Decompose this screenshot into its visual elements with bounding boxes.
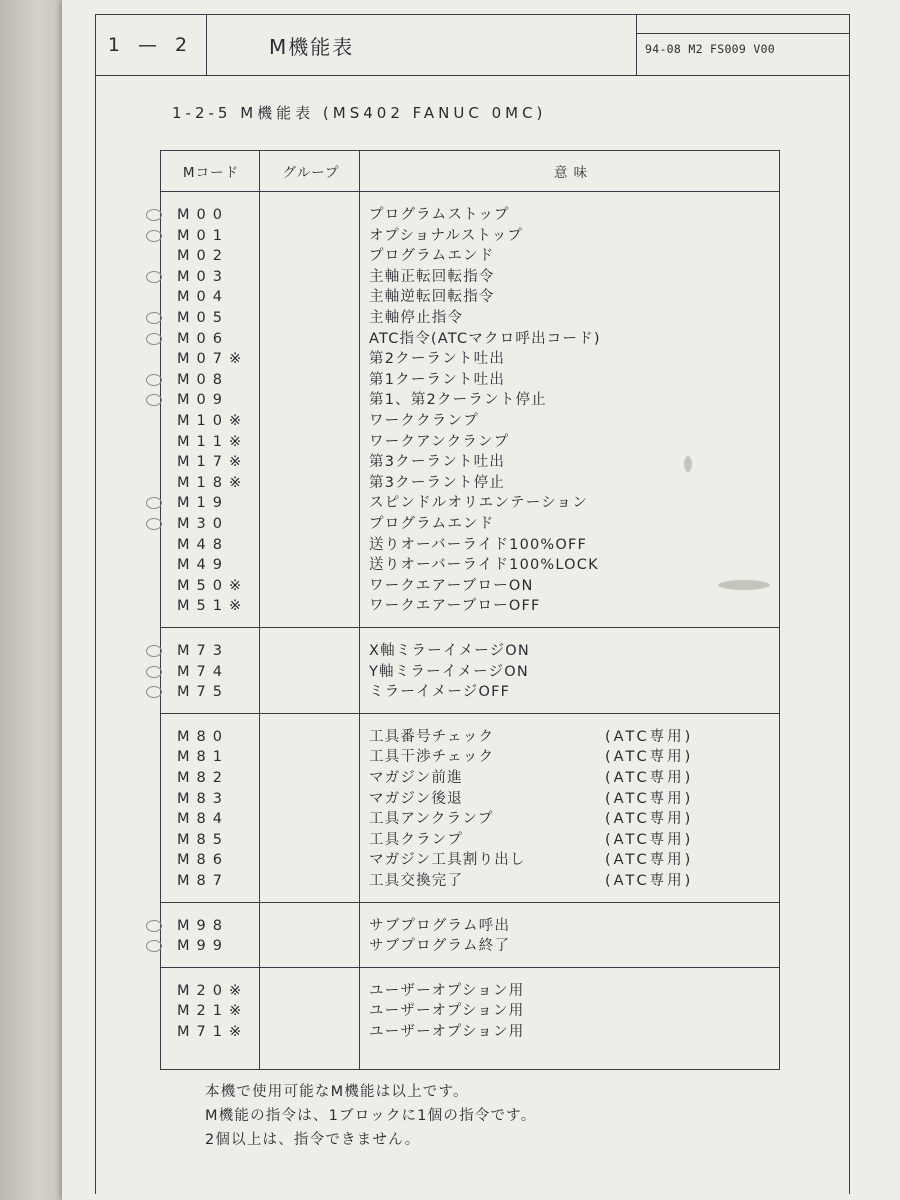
- handwritten-circle-mark: [146, 271, 162, 283]
- m-code-meaning: 第1クーラント吐出: [369, 371, 506, 388]
- handwritten-circle-mark: [146, 374, 162, 386]
- m-code: M05: [177, 310, 229, 326]
- m-code-meaning: ワーククランプ: [369, 413, 479, 429]
- m-code: M50※: [177, 577, 249, 594]
- m-code-meaning: 主軸停止指令: [369, 310, 464, 326]
- m-code-meaning: 送りオーバーライド100%OFF: [369, 536, 588, 553]
- column-divider: [359, 151, 360, 1069]
- handwritten-circle-mark: [146, 920, 162, 932]
- m-code: M18※: [177, 474, 249, 491]
- m-code-meaning: マガジン後退: [369, 790, 463, 807]
- section-number: 1 — 2: [95, 14, 207, 76]
- m-code: M21※: [177, 1003, 249, 1020]
- m-code-meaning: ワークエアーブローON: [369, 577, 534, 594]
- m-code-note: (ATC専用): [605, 852, 694, 869]
- m-code: M08: [177, 371, 229, 388]
- m-code-meaning: サブプログラム呼出: [369, 917, 511, 934]
- m-code-note: (ATC専用): [605, 873, 694, 889]
- m-code: M86: [177, 852, 229, 869]
- m-code-note: (ATC専用): [605, 728, 694, 745]
- m-code: M87: [177, 873, 229, 889]
- m-code-note: (ATC専用): [605, 790, 694, 807]
- m-code-meaning: プログラムストップ: [369, 207, 510, 223]
- m-code-meaning: ユーザーオプション用: [369, 982, 525, 999]
- m-code-meaning: ユーザーオプション用: [369, 1003, 525, 1020]
- handwritten-circle-mark: [146, 666, 162, 678]
- m-code-meaning: 工具交換完了: [369, 873, 464, 889]
- title-block: [95, 14, 850, 76]
- m-code: M81: [177, 749, 229, 766]
- m-code-meaning: スピンドルオリエンテーション: [369, 495, 588, 512]
- m-code: M49: [177, 557, 229, 574]
- m-code-meaning: プログラムエンド: [369, 516, 495, 532]
- handwritten-circle-mark: [146, 209, 162, 221]
- m-code: M20※: [177, 982, 249, 999]
- group-divider: [161, 713, 779, 714]
- m-code-meaning: 工具アンクランプ: [369, 811, 494, 828]
- m-code: M71※: [177, 1024, 249, 1040]
- doc-code-cell: [637, 14, 850, 76]
- m-code-note: (ATC専用): [605, 749, 694, 766]
- m-code: M73: [177, 643, 229, 659]
- col-header-meaning: 意 味: [553, 165, 589, 181]
- m-code: M03: [177, 268, 229, 285]
- m-code-meaning: 工具番号チェック: [369, 728, 495, 745]
- m-code-meaning: サブプログラム終了: [369, 938, 511, 955]
- m-code-meaning: マガジン工具割り出し: [369, 852, 526, 869]
- header-divider: [161, 191, 779, 192]
- m-code: M01: [177, 227, 229, 244]
- m-code-meaning: 主軸正転回転指令: [369, 268, 495, 285]
- m-code: M75: [177, 684, 229, 701]
- stain-mark: [718, 580, 770, 590]
- page-title: M機能表: [207, 14, 637, 76]
- m-code: M80: [177, 728, 229, 745]
- group-divider: [161, 902, 779, 903]
- m-code-meaning: 第3クーラント停止: [369, 474, 506, 491]
- m-code: M30: [177, 516, 229, 532]
- m-code: M07※: [177, 351, 249, 368]
- section-title: 1-2-5 M機能表 (MS402 FANUC 0MC): [172, 104, 547, 122]
- group-divider: [161, 967, 779, 968]
- m-code: M84: [177, 811, 229, 828]
- m-code-meaning: 工具クランプ: [369, 831, 464, 848]
- m-code: M10※: [177, 413, 249, 429]
- m-code-meaning: X軸ミラーイメージON: [369, 643, 530, 659]
- footer-line-3: 2個以上は、指令できません。: [205, 1132, 421, 1148]
- m-code: M02: [177, 248, 229, 265]
- m-code: M99: [177, 938, 229, 955]
- m-code-meaning: プログラムエンド: [369, 248, 495, 265]
- m-code: M00: [177, 207, 229, 223]
- m-function-table: [160, 150, 780, 1070]
- m-code-meaning: 第3クーラント吐出: [369, 454, 506, 471]
- m-code-meaning: 送りオーバーライド100%LOCK: [369, 557, 599, 574]
- handwritten-circle-mark: [146, 312, 162, 324]
- handwritten-circle-mark: [146, 645, 162, 657]
- col-header-code: Mコード: [182, 165, 240, 181]
- m-code-meaning: ATC指令(ATCマクロ呼出コード): [369, 330, 601, 347]
- m-code-meaning: ミラーイメージOFF: [369, 684, 511, 701]
- footer-line-2: M機能の指令は、1ブロックに1個の指令です。: [205, 1108, 537, 1124]
- handwritten-circle-mark: [146, 230, 162, 242]
- m-code: M82: [177, 770, 229, 786]
- m-code-meaning: ユーザーオプション用: [369, 1024, 525, 1040]
- m-code-meaning: オプショナルストップ: [369, 227, 524, 244]
- m-code: M11※: [177, 433, 249, 450]
- page-edge: [0, 0, 62, 1200]
- m-code: M85: [177, 831, 229, 848]
- handwritten-circle-mark: [146, 333, 162, 345]
- stain-mark: [684, 456, 692, 472]
- m-code: M83: [177, 790, 229, 807]
- footer-line-1: 本機で使用可能なM機能は以上です。: [205, 1084, 469, 1100]
- m-code-meaning: Y軸ミラーイメージON: [369, 663, 529, 680]
- m-code: M17※: [177, 454, 249, 471]
- m-code-meaning: 主軸逆転回転指令: [369, 289, 495, 306]
- handwritten-circle-mark: [146, 518, 162, 530]
- m-code-meaning: マガジン前進: [369, 770, 463, 786]
- m-code: M19: [177, 495, 229, 512]
- column-divider: [259, 151, 260, 1069]
- m-code: M74: [177, 663, 229, 680]
- m-code-meaning: 工具干渉チェック: [369, 749, 495, 766]
- group-divider: [161, 627, 779, 628]
- col-header-group: グループ: [282, 165, 340, 181]
- doc-code: 94-08 M2 FS009 V00: [645, 42, 776, 56]
- m-code-meaning: ワークエアーブローOFF: [369, 598, 541, 615]
- m-code: M06: [177, 330, 229, 347]
- m-code: M51※: [177, 598, 249, 615]
- m-code-note: (ATC専用): [605, 770, 694, 786]
- m-code-meaning: 第2クーラント吐出: [369, 351, 506, 368]
- m-code: M98: [177, 917, 229, 934]
- m-code: M09: [177, 392, 229, 409]
- m-code-note: (ATC専用): [605, 811, 694, 828]
- m-code-meaning: 第1、第2クーラント停止: [369, 392, 547, 409]
- m-code-note: (ATC専用): [605, 831, 694, 848]
- m-code-meaning: ワークアンクランプ: [369, 433, 510, 450]
- m-code: M48: [177, 536, 229, 553]
- m-code: M04: [177, 289, 229, 306]
- doc-code-strip: [637, 14, 850, 34]
